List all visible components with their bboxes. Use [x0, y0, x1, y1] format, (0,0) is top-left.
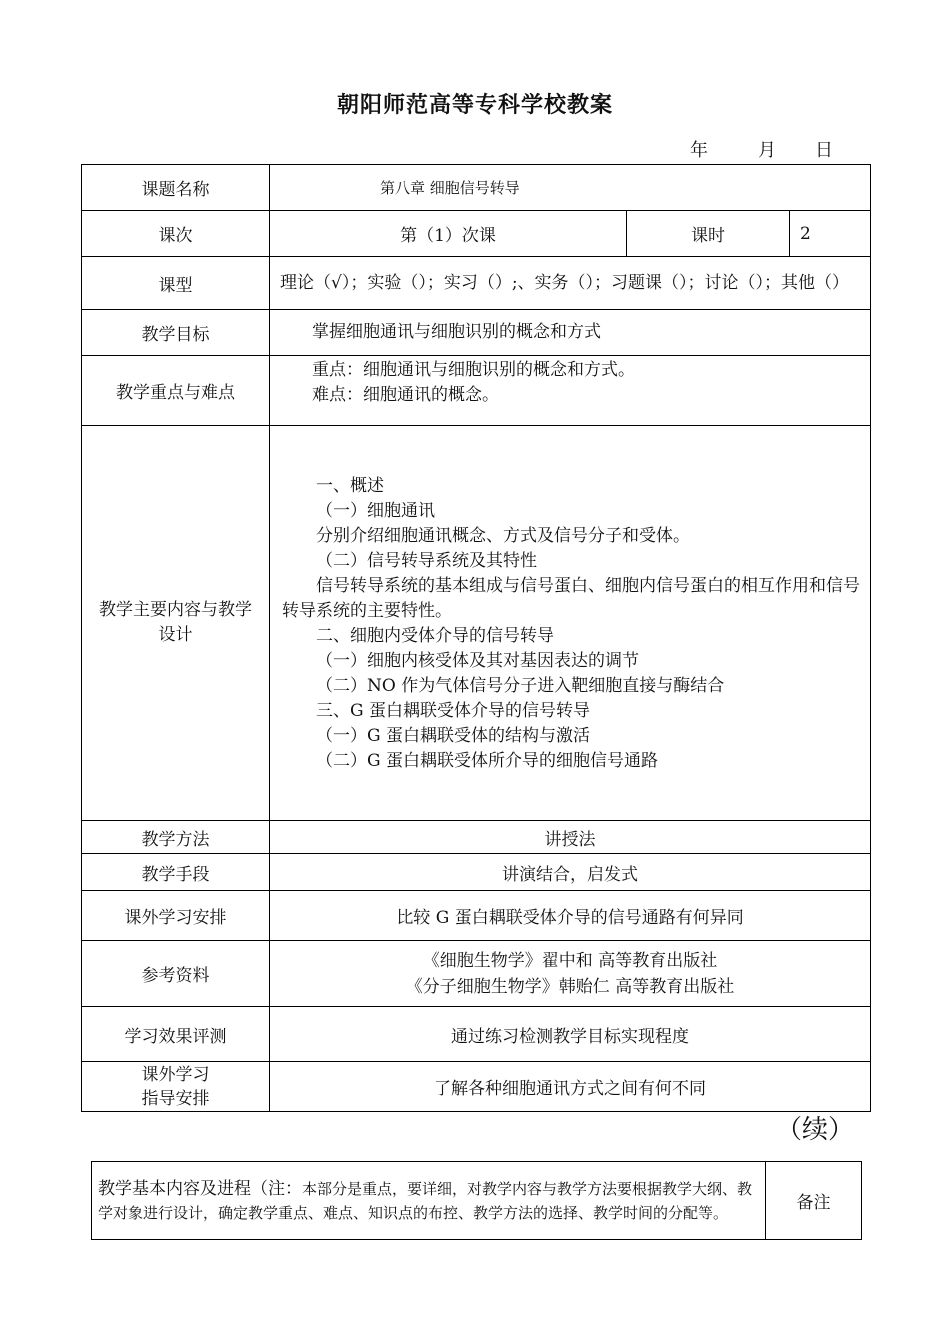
row-type	[82, 257, 871, 310]
method-value: 讲授法	[270, 821, 871, 854]
content-line: 信号转导系统的基本组成与信号蛋白、细胞内信号蛋白的相互作用和信号转导系统的主要特性。	[282, 576, 860, 621]
row-evaluation	[82, 1007, 871, 1062]
process-note: 本部分是重点，要详细，对教学内容与教学方法要根据教学大纲、教学对象进行设计，确定教学重点、难点、知识点的布控、教学方法的选择、教学时间的分配等。	[98, 1179, 753, 1222]
method-label: 教学方法	[82, 821, 270, 854]
content-line: 分别介绍细胞通讯概念、方式及信号分子和受体。	[316, 526, 690, 546]
row-session	[82, 211, 871, 257]
row-topic	[82, 165, 871, 211]
key-points-cell	[270, 356, 871, 426]
guidance-value: 了解各种细胞通讯方式之间有何不同	[270, 1062, 871, 1112]
evaluation-label: 学习效果评测	[82, 1007, 270, 1062]
means-value: 讲演结合，启发式	[270, 854, 871, 891]
hours-label: 课时	[627, 211, 790, 257]
references-cell	[270, 941, 871, 1007]
row-means	[82, 854, 871, 891]
session-value: 第（1）次课	[270, 211, 627, 257]
row-references	[82, 941, 871, 1007]
homework-label: 课外学习安排	[82, 891, 270, 941]
content-line: 二、细胞内受体介导的信号转导	[316, 626, 554, 646]
remark-label: 备注	[766, 1162, 862, 1240]
guidance-label-line: 指导安排	[141, 1088, 210, 1109]
key-point-text: 重点：细胞通讯与细胞识别的概念和方式。	[312, 360, 635, 380]
reference-item: 《分子细胞生物学》韩贻仁 高等教育出版社	[405, 976, 735, 997]
content-line: （一）细胞通讯	[316, 501, 435, 521]
row-content	[82, 426, 871, 821]
page-title: 朝阳师范高等专科学校教案	[336, 93, 613, 118]
content-line: 三、G 蛋白耦联受体介导的信号转导	[316, 701, 590, 721]
process-heading-cell	[92, 1162, 766, 1240]
reference-item: 《细胞生物学》翟中和 高等教育出版社	[422, 950, 718, 971]
row-homework	[82, 891, 871, 941]
date-month: 月	[758, 140, 776, 161]
content-label: 教学主要内容与教学设计	[82, 426, 270, 821]
content-line: 一、概述	[316, 476, 384, 496]
content-line: （二）NO 作为气体信号分子进入靶细胞直接与酶结合	[316, 676, 725, 696]
guidance-label	[82, 1062, 270, 1112]
session-label: 课次	[82, 211, 270, 257]
means-label: 教学手段	[82, 854, 270, 891]
content-line: （一）细胞内核受体及其对基因表达的调节	[316, 651, 639, 671]
content-cell	[270, 426, 871, 821]
row-goal	[82, 310, 871, 356]
continued-mark: （续）	[776, 1115, 855, 1145]
content-line: （二）G 蛋白耦联受体所介导的细胞信号通路	[316, 751, 658, 771]
goal-label: 教学目标	[82, 310, 270, 356]
row-method	[82, 821, 871, 854]
row-guidance	[82, 1062, 871, 1112]
content-line: （一）G 蛋白耦联受体的结构与激活	[316, 726, 590, 746]
hours-value: 2	[790, 211, 871, 257]
date-day: 日	[815, 140, 833, 161]
row-key-points	[82, 356, 871, 426]
key-points-label: 教学重点与难点	[82, 356, 270, 426]
topic-label: 课题名称	[82, 165, 270, 211]
type-value: 理论（√）；实验（）；实习（）;、实务（）；习题课（）；讨论（）；其他（）	[270, 257, 871, 310]
goal-value: 掌握细胞通讯与细胞识别的概念和方式	[270, 310, 871, 356]
guidance-label-line: 课外学习	[141, 1064, 210, 1085]
type-label: 课型	[82, 257, 270, 310]
references-label: 参考资料	[82, 941, 270, 1007]
homework-value: 比较 G 蛋白耦联受体介导的信号通路有何异同	[270, 891, 871, 941]
process-table	[91, 1161, 862, 1240]
topic-value: 第八章 细胞信号转导	[270, 165, 871, 211]
difficulty-text: 难点：细胞通讯的概念。	[312, 385, 499, 405]
lesson-plan-table	[81, 164, 871, 1112]
evaluation-value: 通过练习检测教学目标实现程度	[270, 1007, 871, 1062]
process-header-row	[92, 1162, 862, 1240]
date-year: 年	[690, 140, 708, 161]
process-heading: 教学基本内容及进程（注：	[98, 1178, 302, 1199]
content-line: （二）信号转导系统及其特性	[316, 551, 537, 571]
